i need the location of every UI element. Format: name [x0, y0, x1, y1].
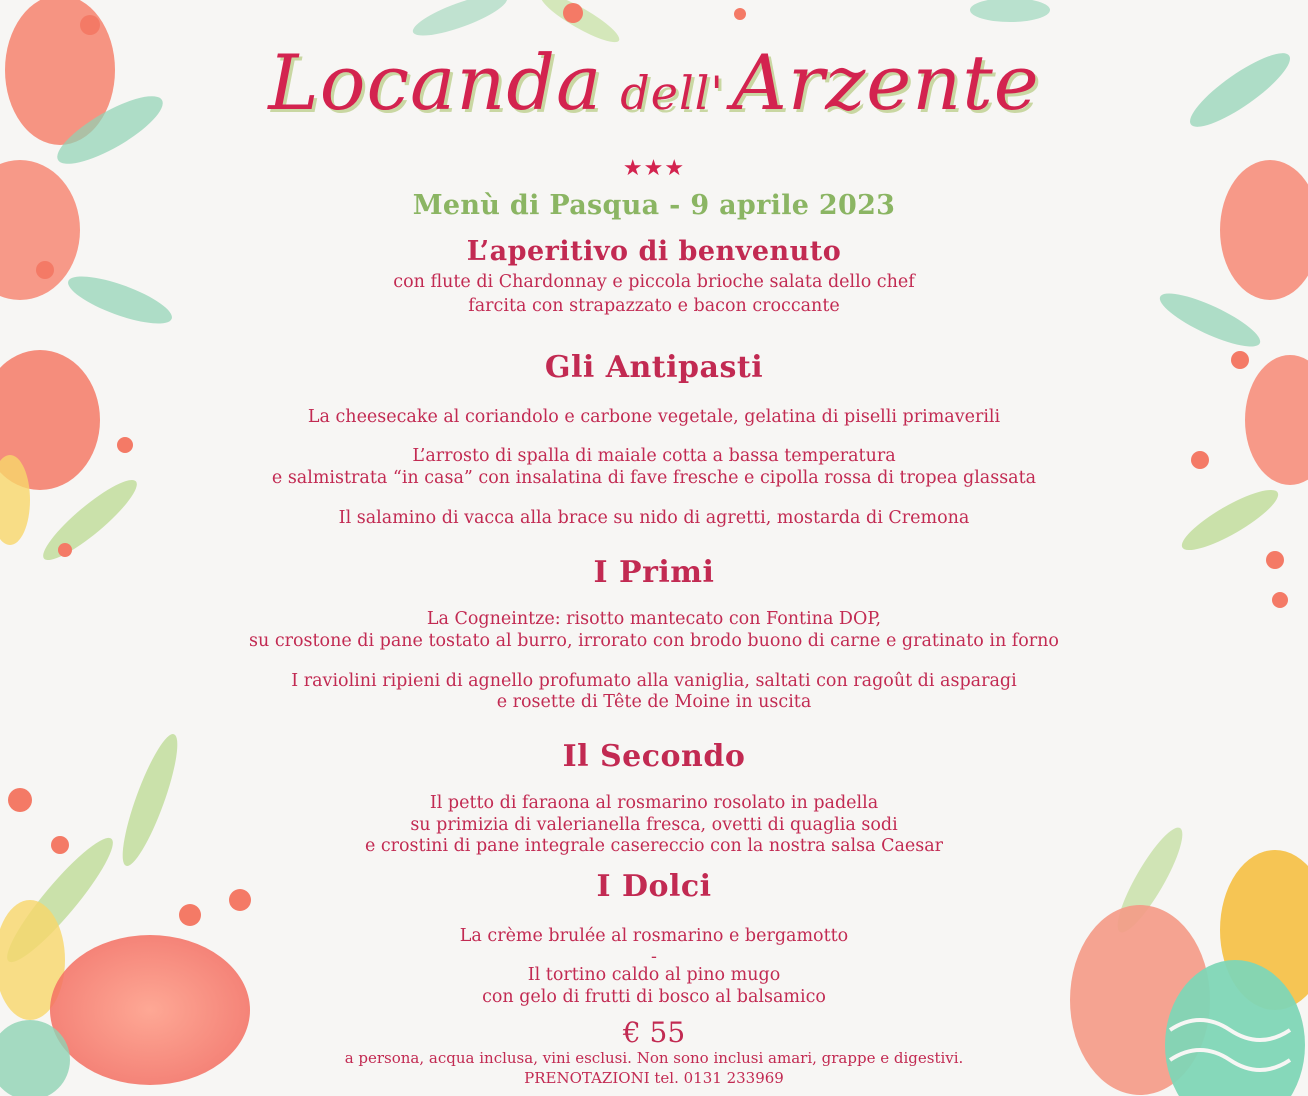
- secondo-line-1: Il petto di faraona al rosmarino rosolato in padella: [429, 793, 879, 813]
- primo-2-line-1: I raviolini ripieni di agnello profumato alla vaniglia, saltati con ragoût di asparagi: [291, 671, 1017, 691]
- dolce-separator: -: [651, 947, 657, 967]
- antipasto-3-line-1: Il salamino di vacca alla brace su nido di agretti, mostarda di Cremona: [338, 508, 970, 528]
- primi-heading: I Primi: [593, 555, 715, 590]
- secondo-line-3: e crostini di pane integrale casereccio con la nostra salsa Caesar: [364, 836, 944, 856]
- hotel-stars: ★★★: [622, 156, 686, 181]
- primo-1-line-1: La Cogneintze: risotto mantecato con Fontina DOP,: [426, 609, 882, 629]
- antipasto-1-line-1: La cheesecake al coriandolo e carbone vegetale, gelatina di piselli primaverili: [307, 407, 1001, 427]
- antipasto-2-line-2: e salmistrata “in casa” con insalatina di fave fresche e cipolla rossa di tropea glassata: [271, 468, 1037, 488]
- antipasti-heading: Gli Antipasti: [544, 350, 764, 385]
- secondo-line-2: su primizia di valerianella fresca, ovetti di quaglia sodi: [410, 815, 898, 835]
- title-word-dell: dell': [620, 66, 725, 120]
- menu-subtitle: Menù di Pasqua - 9 aprile 2023: [412, 190, 896, 221]
- dolci-heading: I Dolci: [596, 869, 712, 904]
- restaurant-title: [0, 38, 1308, 148]
- dolce-line-1: La crème brulée al rosmarino e bergamotto: [459, 926, 849, 946]
- title-word-arzente: Arzente: [732, 38, 1040, 127]
- secondo-heading: Il Secondo: [562, 739, 746, 774]
- antipasto-2-line-1: L’arrosto di spalla di maiale cotta a bassa temperatura: [412, 446, 896, 466]
- price-note: a persona, acqua inclusa, vini esclusi. Non sono inclusi amari, grappe e digestivi.: [344, 1049, 964, 1067]
- aperitivo-line-1: con flute di Chardonnay e piccola brioche salata dello chef: [393, 272, 915, 292]
- aperitivo-heading: L’aperitivo di benvenuto: [466, 236, 842, 267]
- dolce-line-2: Il tortino caldo al pino mugo: [527, 965, 781, 985]
- primo-2-line-2: e rosette di Tête de Moine in uscita: [496, 692, 812, 712]
- aperitivo-line-2: farcita con strapazzato e bacon croccante: [468, 296, 840, 316]
- menu-price: € 55: [622, 1016, 686, 1049]
- booking-phone: PRENOTAZIONI tel. 0131 233969: [524, 1069, 784, 1087]
- dolce-line-3: con gelo di frutti di bosco al balsamico: [482, 987, 826, 1007]
- title-word-locanda: Locanda: [268, 38, 603, 127]
- primo-1-line-2: su crostone di pane tostato al burro, irrorato con brodo buono di carne e gratinato in forno: [249, 631, 1059, 651]
